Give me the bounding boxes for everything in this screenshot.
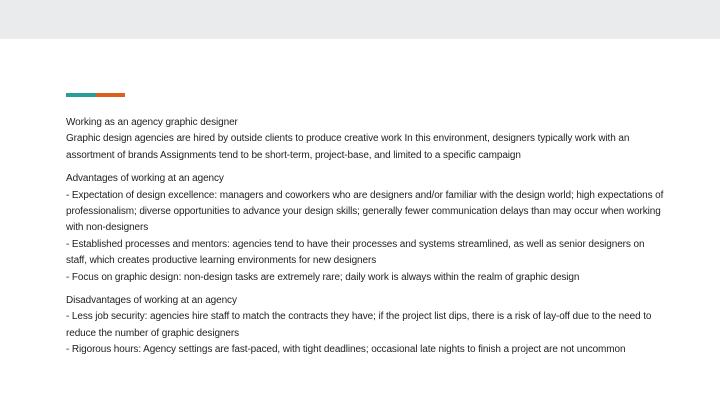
bullet-item: - Focus on graphic design: non-design tasks are extremely rare; daily work is always within the realm of graphic design xyxy=(66,271,580,283)
slide-body xyxy=(66,115,666,366)
accent-divider-orange xyxy=(96,93,125,97)
bullet-item: - Expectation of design excellence: managers and coworkers who are designers and/or familiar with the design world; high expectations of professionalism; diverse opportunities to advance your design skills; generally fewer communication delays than may occur when working with non-designers xyxy=(66,189,664,234)
section-agency-designer xyxy=(66,115,666,164)
bullet-item: - Less job security: agencies hire staff to match the contracts they have; if the project list dips, there is a risk of lay-off due to the need to reduce the number of graphic designers xyxy=(66,311,652,339)
section-heading: Advantages of working at an agency xyxy=(66,173,224,185)
accent-divider-teal xyxy=(66,93,96,97)
section-paragraph: Graphic design agencies are hired by outside clients to produce creative work In this environment, designers typically work with an assortment of brands Assignments tend to be short-term, project-base, and limited to a specific campaign xyxy=(66,133,630,161)
bullet-item: - Established processes and mentors: agencies tend to have their processes and systems streamlined, as well as senior designers on staff, which creates productive learning environments for new designers xyxy=(66,238,645,267)
slide-header-band xyxy=(0,0,720,39)
bullet-item: - Rigorous hours: Agency settings are fast-paced, with tight deadlines; occasional late nights to finish a project are not uncommon xyxy=(66,344,626,356)
section-advantages xyxy=(66,171,666,286)
section-heading: Disadvantages of working at an agency xyxy=(66,295,237,307)
section-heading: Working as an agency graphic designer xyxy=(66,117,238,128)
accent-divider xyxy=(66,93,125,97)
section-disadvantages xyxy=(66,293,666,359)
